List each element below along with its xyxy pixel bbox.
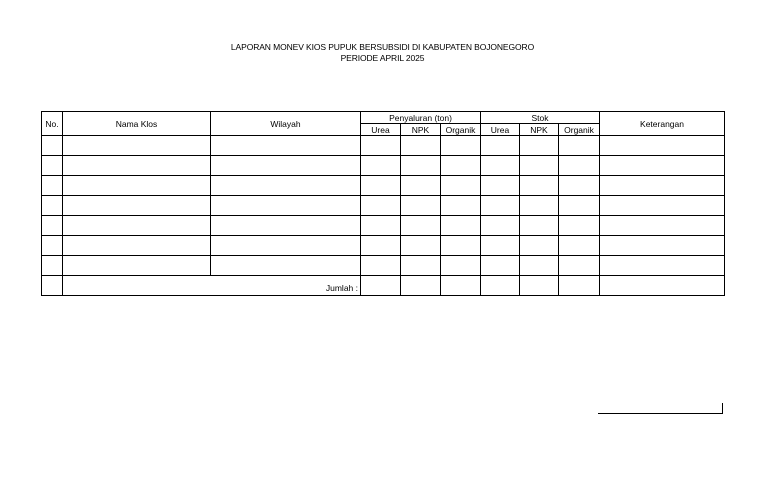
table-cell[interactable] — [42, 256, 63, 276]
table-cell[interactable] — [600, 176, 725, 196]
table-cell[interactable] — [441, 156, 481, 176]
table-cell[interactable] — [520, 176, 559, 196]
table-cell[interactable] — [63, 156, 211, 176]
table-cell[interactable] — [520, 136, 559, 156]
table-row — [42, 216, 725, 236]
header-no: No. — [42, 112, 63, 136]
table-cell[interactable] — [361, 236, 401, 256]
table-cell[interactable] — [481, 156, 520, 176]
table-cell[interactable] — [211, 216, 361, 236]
table-cell[interactable] — [42, 136, 63, 156]
total-stok-npk[interactable] — [520, 276, 559, 296]
table-cell[interactable] — [361, 176, 401, 196]
table-cell[interactable] — [559, 156, 600, 176]
table-cell[interactable] — [441, 196, 481, 216]
table-cell[interactable] — [441, 216, 481, 236]
table-cell[interactable] — [361, 256, 401, 276]
header-penyaluran-urea: Urea — [361, 124, 401, 136]
table-cell[interactable] — [361, 136, 401, 156]
table-cell[interactable] — [63, 256, 211, 276]
table-cell[interactable] — [211, 156, 361, 176]
table-cell[interactable] — [401, 176, 441, 196]
header-penyaluran: Penyaluran (ton) — [361, 112, 481, 124]
table-row — [42, 256, 725, 276]
table-cell[interactable] — [600, 136, 725, 156]
table-cell[interactable] — [401, 236, 441, 256]
table-cell[interactable] — [63, 216, 211, 236]
table-cell[interactable] — [361, 196, 401, 216]
table-cell[interactable] — [481, 216, 520, 236]
total-penyaluran-npk[interactable] — [401, 276, 441, 296]
header-keterangan: Keterangan — [600, 112, 725, 136]
table-cell[interactable] — [401, 136, 441, 156]
table-cell[interactable] — [520, 156, 559, 176]
table-cell[interactable] — [401, 156, 441, 176]
table-cell[interactable] — [520, 256, 559, 276]
table-cell[interactable] — [63, 136, 211, 156]
table-cell[interactable] — [401, 196, 441, 216]
table-cell[interactable] — [600, 156, 725, 176]
table-cell[interactable] — [559, 176, 600, 196]
table-cell[interactable] — [63, 236, 211, 256]
table-cell[interactable] — [42, 236, 63, 256]
total-row — [42, 276, 725, 296]
table-cell[interactable] — [481, 136, 520, 156]
table-cell[interactable] — [441, 136, 481, 156]
table-cell[interactable] — [361, 156, 401, 176]
table-cell[interactable] — [211, 236, 361, 256]
table-cell[interactable] — [559, 196, 600, 216]
total-penyaluran-urea[interactable] — [361, 276, 401, 296]
table-cell[interactable] — [441, 176, 481, 196]
table-cell[interactable] — [63, 176, 211, 196]
report-header — [0, 42, 765, 64]
total-stok-organik[interactable] — [559, 276, 600, 296]
header-penyaluran-organik: Organik — [441, 124, 481, 136]
table-cell[interactable] — [559, 236, 600, 256]
table-cell[interactable] — [559, 216, 600, 236]
header-wilayah: Wilayah — [211, 112, 361, 136]
table-cell[interactable] — [42, 196, 63, 216]
table-row — [42, 236, 725, 256]
total-row-no-cell — [42, 276, 63, 296]
table-cell[interactable] — [600, 256, 725, 276]
report-period: PERIODE APRIL 2025 — [340, 53, 425, 63]
table-cell[interactable] — [600, 196, 725, 216]
table-cell[interactable] — [42, 216, 63, 236]
total-label: Jumlah : — [63, 276, 361, 296]
table-cell[interactable] — [520, 236, 559, 256]
total-penyaluran-organik[interactable] — [441, 276, 481, 296]
header-stok-urea: Urea — [481, 124, 520, 136]
table-row — [42, 156, 725, 176]
header-stok-npk: NPK — [520, 124, 559, 136]
table-cell[interactable] — [520, 196, 559, 216]
table-cell[interactable] — [520, 216, 559, 236]
table-cell[interactable] — [481, 236, 520, 256]
header-stok: Stok — [481, 112, 600, 124]
header-stok-organik: Organik — [559, 124, 600, 136]
table-cell[interactable] — [559, 136, 600, 156]
table-cell[interactable] — [600, 216, 725, 236]
table-cell[interactable] — [42, 176, 63, 196]
report-title: LAPORAN MONEV KIOS PUPUK BERSUBSIDI DI KABUPATEN BOJONEGORO — [230, 42, 535, 52]
table-cell[interactable] — [211, 196, 361, 216]
monev-table — [41, 111, 725, 296]
table-cell[interactable] — [481, 196, 520, 216]
total-keterangan[interactable] — [600, 276, 725, 296]
table-cell[interactable] — [441, 236, 481, 256]
table-cell[interactable] — [211, 176, 361, 196]
total-stok-urea[interactable] — [481, 276, 520, 296]
table-cell[interactable] — [559, 256, 600, 276]
table-cell[interactable] — [63, 196, 211, 216]
table-cell[interactable] — [481, 256, 520, 276]
table-cell[interactable] — [361, 216, 401, 236]
table-row — [42, 176, 725, 196]
table-cell[interactable] — [600, 236, 725, 256]
table-cell[interactable] — [401, 256, 441, 276]
header-nama-klos: Nama Klos — [63, 112, 211, 136]
table-row — [42, 196, 725, 216]
table-cell[interactable] — [441, 256, 481, 276]
table-cell[interactable] — [42, 156, 63, 176]
table-cell[interactable] — [211, 256, 361, 276]
table-cell[interactable] — [211, 136, 361, 156]
table-cell[interactable] — [401, 216, 441, 236]
table-cell[interactable] — [481, 176, 520, 196]
signature-line — [598, 403, 723, 414]
header-penyaluran-npk: NPK — [401, 124, 441, 136]
table-row — [42, 136, 725, 156]
